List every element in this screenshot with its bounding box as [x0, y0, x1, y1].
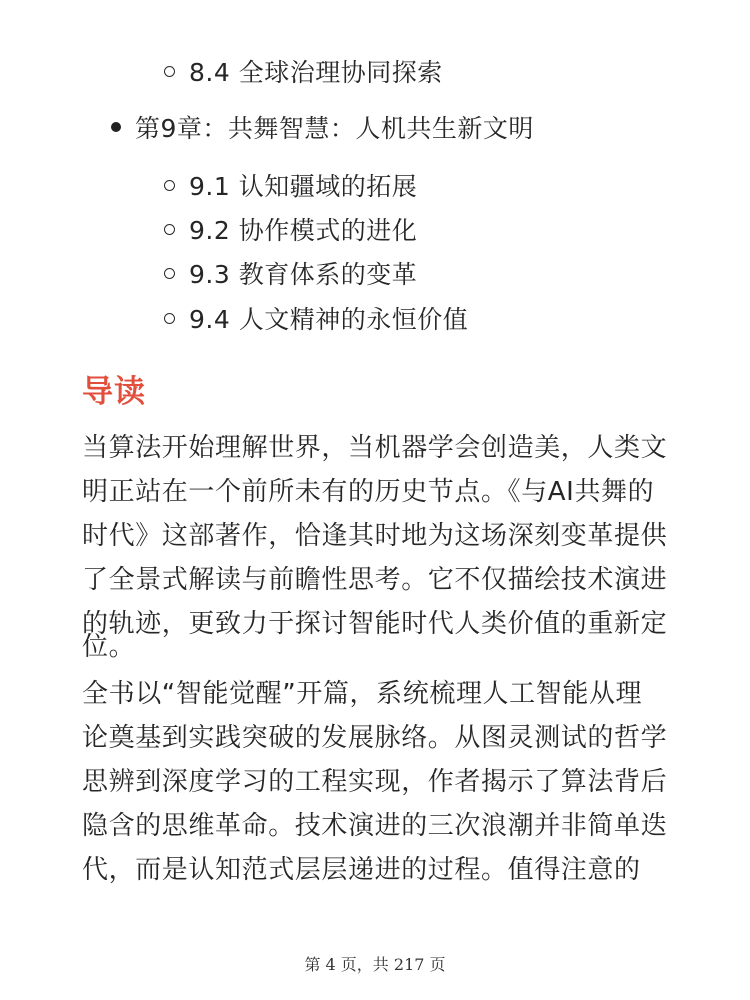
paragraph-line: 时代》这部著作，恰逢其时地为这场深刻变革提供 [82, 521, 668, 551]
paragraph-line: 位。 [82, 632, 136, 662]
paragraph-line: 全书以“智能觉醒”开篇，系统梳理人工智能从理 [82, 679, 643, 709]
hollow-bullet-icon [164, 224, 175, 235]
toc-subitem-9-1 [164, 165, 417, 205]
toc-subitem-label: 9.4 人文精神的永恒价值 [189, 305, 469, 334]
toc-subitem-label: 9.1 认知疆域的拓展 [189, 172, 418, 201]
toc-chapter-9 [111, 107, 534, 147]
toc-subitem-9-3 [164, 253, 417, 293]
toc-subitem-8-4 [164, 51, 443, 91]
toc-chapter-label: 第9章：共舞智慧：人机共生新文明 [135, 114, 534, 143]
paragraph-line: 了全景式解读与前瞻性思考。它不仅描绘技术演进 [82, 565, 668, 595]
paragraph-line: 隐含的思维革命。技术演进的三次浪潮并非简单迭 [82, 811, 668, 841]
hollow-bullet-icon [164, 313, 175, 324]
paragraph-line: 当算法开始理解世界，当机器学会创造美，人类文 [82, 433, 668, 463]
hollow-bullet-icon [164, 180, 175, 191]
page-number-footer: 第 4 页，共 217 页 [304, 955, 446, 974]
toc-subitem-9-2 [164, 209, 417, 249]
filled-bullet-icon [111, 122, 121, 132]
hollow-bullet-icon [164, 66, 175, 77]
toc-subitem-9-4 [164, 298, 468, 338]
paragraph-line: 的轨迹，更致力于探讨智能时代人类价值的重新定 [82, 609, 668, 639]
toc-subitem-label: 8.4 全球治理协同探索 [189, 58, 443, 87]
paragraph-line: 思辨到深度学习的工程实现，作者揭示了算法背后 [82, 767, 668, 797]
toc-subitem-label: 9.3 教育体系的变革 [189, 260, 418, 289]
toc-subitem-label: 9.2 协作模式的进化 [189, 216, 418, 245]
paragraph-line: 代，而是认知范式层层递进的过程。值得注意的 [82, 855, 641, 885]
paragraph-line: 论奠基到实践突破的发展脉络。从图灵测试的哲学 [82, 723, 668, 753]
section-heading-intro: 导读 [82, 374, 146, 410]
paragraph-line: 明正站在一个前所未有的历史节点。《与AI共舞的 [82, 477, 655, 507]
hollow-bullet-icon [164, 268, 175, 279]
